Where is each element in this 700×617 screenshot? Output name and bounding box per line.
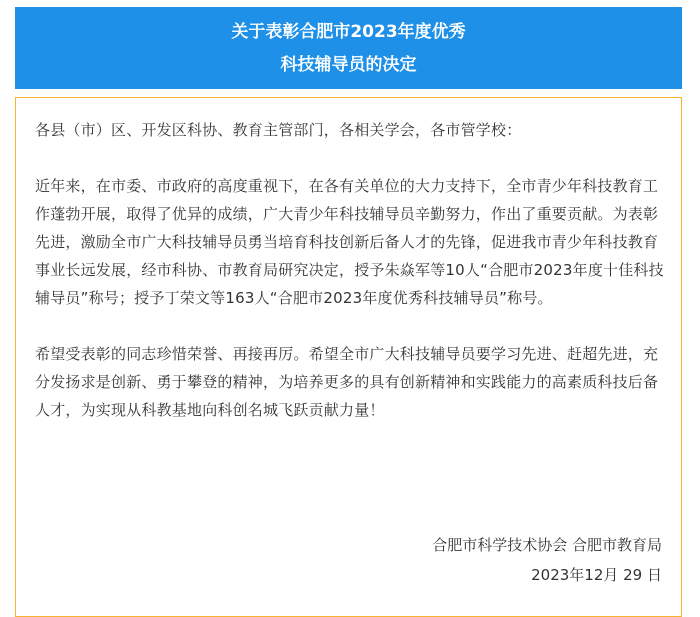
paragraph-encouragement: 希望受表彰的同志珍惜荣誉、再接再厉。希望全市广大科技辅导员要学习先进、赶超先进，充分发扬求是创新、勇于攀登的精神，为培养更多的具有创新精神和实践能力的高素质科技后备人才，为实现从科教基地向科创名城飞跃贡献力量！ <box>35 345 659 419</box>
title-line-1: 关于表彰合肥市2023年度优秀 <box>231 22 466 42</box>
title-line-2: 科技辅导员的决定 <box>280 55 417 75</box>
paragraph-commendation: 近年来，在市委、市政府的高度重视下，在各有关单位的大力支持下，全市青少年科技教育工作蓬勃开展，取得了优异的成绩，广大青少年科技辅导员辛勤努力，作出了重要贡献。为表彰先进，激励全市广大科技辅导员勇当培育科技创新后备人才的先锋，促进我市青少年科技教育事业长远发展，经市科协、市教育局研究决定，授予朱焱军等10人“合肥市2023年度十佳科技辅导员”称号；授予丁荣文等163人“合肥市2023年度优秀科技辅导员”称号。 <box>35 177 664 307</box>
document-body <box>35 116 665 452</box>
salutation: 各县（市）区、开发区科协、教育主管部门，各相关学会，各市管学校： <box>35 121 522 139</box>
signature-block <box>432 530 662 590</box>
issuers: 合肥市科学技术协会 合肥市教育局 <box>432 536 662 554</box>
issue-date: 2023年12月 29 日 <box>531 566 662 584</box>
title-banner <box>15 7 682 89</box>
